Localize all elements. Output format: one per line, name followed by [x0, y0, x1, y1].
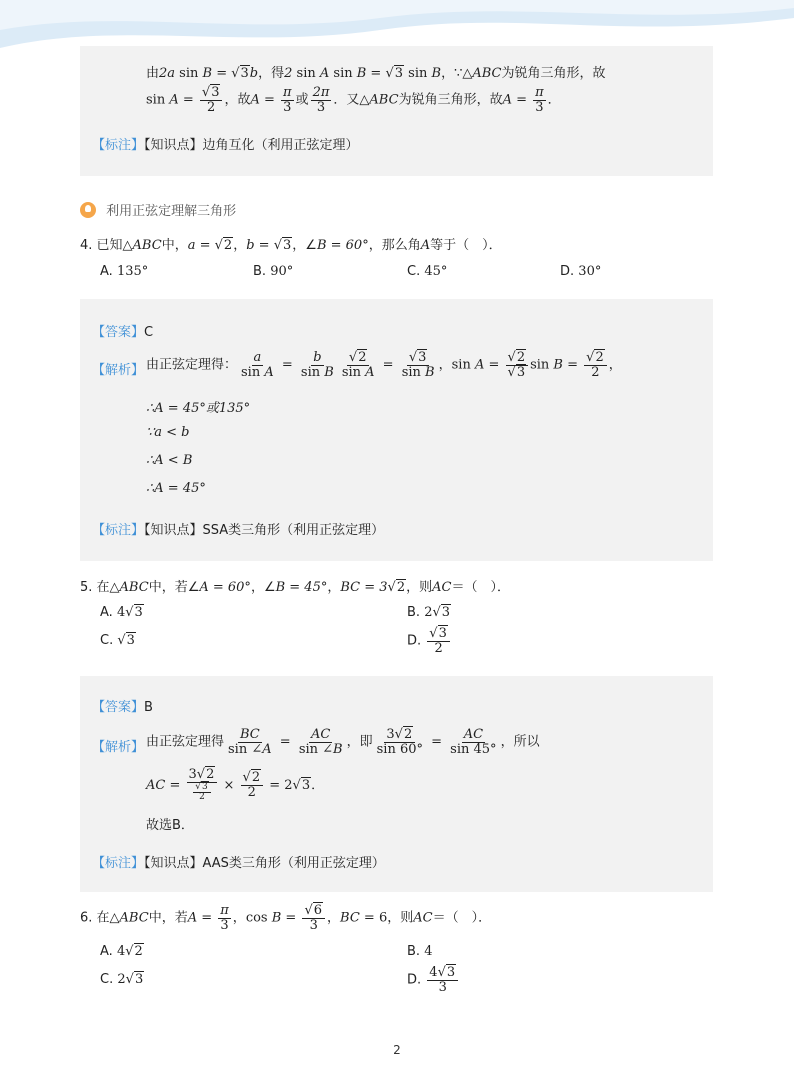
explanation-box-q4 — [80, 299, 713, 561]
q5-option-c[interactable]: C. √3 — [100, 633, 135, 648]
lightbulb-icon — [80, 202, 96, 218]
section-header — [80, 200, 236, 219]
question-4: 4. 已知△ABC中，a = √2，b = √3，∠B = 60°，那么角A等于（ ）． — [80, 238, 502, 253]
analysis-line-3: 故选B． — [146, 818, 194, 833]
note-tag: 【标注】 — [92, 138, 145, 153]
explanation-box-q5 — [80, 676, 713, 892]
q4-option-c[interactable]: C. 45° — [407, 264, 448, 279]
note-tag: 【标注】 — [92, 856, 145, 871]
note-line: 【标注】【知识点】SSA类三角形（利用正弦定理） — [92, 523, 385, 538]
q6-option-c[interactable]: C. 2√3 — [100, 972, 144, 987]
question-6: 6. 在△ABC中，若A = $\frac{\pi}{3}$ ，cos B = $\frac{√6}{3}$ ，BC = 6，则AC＝（ ）． — [80, 903, 492, 933]
analysis-tag: 【解析】 — [92, 363, 145, 378]
q4-option-b[interactable]: B. 90° — [253, 264, 294, 279]
q4-option-d[interactable]: D. 30° — [560, 264, 602, 279]
answer-tag: 【答案】 — [92, 700, 145, 715]
note-line: 【标注】【知识点】边角互化（利用正弦定理） — [92, 138, 359, 153]
q4-option-a[interactable]: A. 135° — [100, 264, 149, 279]
note-tag: 【标注】 — [92, 523, 145, 538]
page-number: 2 — [393, 1043, 401, 1057]
q5-option-a[interactable]: A. 4√3 — [100, 605, 143, 620]
analysis-line-2: AC = $\frac{3√2}{\frac{√3}{2}}$ × $\frac{√2}{2}$ = 2√3． — [146, 767, 325, 803]
analysis-line-3: ∵a < b — [146, 425, 190, 440]
q6-option-b[interactable]: B. 4 — [407, 944, 433, 959]
answer-line: 【答案】C — [92, 325, 154, 340]
q6-option-d[interactable]: D. $\frac{4√3}{3}$ — [407, 966, 460, 994]
analysis-line-4: ∴A < B — [146, 453, 193, 468]
q6-option-a[interactable]: A. 4√2 — [100, 944, 143, 959]
answer-tag: 【答案】 — [92, 325, 145, 340]
analysis-line-1: 由正弦定理得 $\frac{BC}{\sin \angle A}$ = $\frac{AC}{\sin \angle B}$ ，即 $\frac{3√2}{\sin 60^\circ}$ = $\frac{AC}{\sin 45^\circ}$ ，所以 — [146, 727, 540, 757]
analysis-tag: 【解析】 — [92, 740, 145, 755]
question-5: 5. 在△ABC中，若∠A = 60°，∠B = 45°，BC = 3√2，则AC＝（ ）． — [80, 580, 510, 595]
explanation-line-2: sin A = $\frac{√3}{2}$ ，故A = $\frac{\pi}{3}$ 或 $\frac{2\pi}{3}$ ．又△ABC为锐角三角形，故A = $\frac{\pi}{3}$ ． — [146, 85, 561, 115]
note-line: 【标注】【知识点】AAS类三角形（利用正弦定理） — [92, 856, 385, 871]
analysis-line-1: 由正弦定理得： $\frac{a}{\text{sin A}}$ = $\frac{b}{\text{sin B}}$ $\frac{√2}{\text{sin A}}$ = $\frac{√3}{\text{sin B}}$ ，sin A = $\frac{√2}{√3}$ sin B = $\frac{√2}{2}$ ， — [146, 350, 622, 380]
q5-option-d[interactable]: D. $\frac{√3}{2}$ — [407, 627, 452, 655]
section-title: 利用正弦定理解三角形 — [106, 204, 237, 219]
answer-line: 【答案】B — [92, 700, 153, 715]
analysis-line-2: ∴A = 45°或135° — [146, 401, 251, 416]
q5-option-b[interactable]: B. 2√3 — [407, 605, 451, 620]
explanation-line-1: 由2a sin B = √3b，得2 sin A sin B = √3 sin B，∵△ABC为锐角三角形，故 — [146, 66, 606, 81]
analysis-line-5: ∴A = 45° — [146, 481, 206, 496]
explanation-box-q3 — [80, 46, 713, 176]
